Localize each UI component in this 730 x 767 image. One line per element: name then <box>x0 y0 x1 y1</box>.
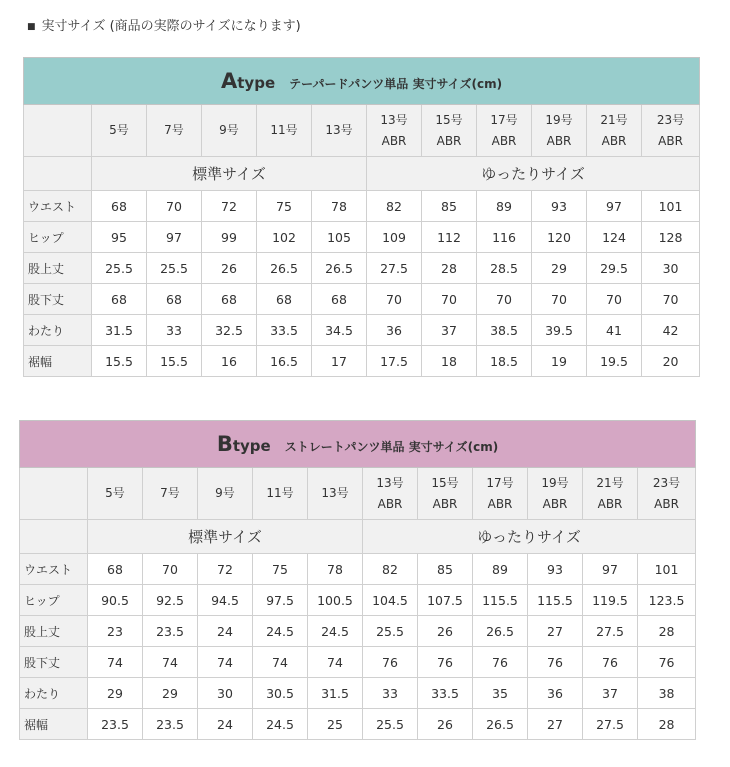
measurement-row <box>24 346 700 377</box>
size-header-cell: 23号 ABR <box>638 468 696 520</box>
measurement-value: 68 <box>257 284 312 315</box>
measurement-row <box>24 222 700 253</box>
measurement-value: 30.5 <box>253 678 308 709</box>
measurement-value: 16 <box>202 346 257 377</box>
measurement-value: 20 <box>642 346 700 377</box>
measurement-value: 70 <box>532 284 587 315</box>
measurement-label: わたり <box>20 678 88 709</box>
measurement-value: 33 <box>147 315 202 346</box>
table-a-subtitle: テーパードパンツ単品 実寸サイズ(cm) <box>289 77 503 91</box>
measurement-value: 68 <box>92 284 147 315</box>
measurement-value: 68 <box>147 284 202 315</box>
measurement-value: 26.5 <box>473 616 528 647</box>
measurement-value: 115.5 <box>528 585 583 616</box>
measurement-value: 85 <box>422 191 477 222</box>
measurement-value: 35 <box>473 678 528 709</box>
size-header-cell: 17号 ABR <box>473 468 528 520</box>
measurement-value: 28 <box>638 616 696 647</box>
measurement-value: 19 <box>532 346 587 377</box>
measurement-row <box>20 647 696 678</box>
measurement-value: 41 <box>587 315 642 346</box>
measurement-value: 28 <box>638 709 696 740</box>
measurement-value: 72 <box>202 191 257 222</box>
size-header-cell: 9号 <box>202 105 257 157</box>
measurement-value: 107.5 <box>418 585 473 616</box>
measurement-value: 95 <box>92 222 147 253</box>
measurement-value: 116 <box>477 222 532 253</box>
measurement-value: 74 <box>88 647 143 678</box>
measurement-row <box>24 253 700 284</box>
measurement-value: 112 <box>422 222 477 253</box>
measurement-value: 76 <box>638 647 696 678</box>
measurement-value: 29 <box>143 678 198 709</box>
measurement-value: 24.5 <box>253 616 308 647</box>
measurement-value: 68 <box>88 554 143 585</box>
measurement-value: 25.5 <box>147 253 202 284</box>
group-corner-cell <box>20 520 88 554</box>
size-header-cell: 5号 <box>92 105 147 157</box>
measurement-label: 股上丈 <box>20 616 88 647</box>
measurement-value: 74 <box>143 647 198 678</box>
measurement-value: 15.5 <box>147 346 202 377</box>
size-header-cell: 15号 ABR <box>422 105 477 157</box>
measurement-value: 17 <box>312 346 367 377</box>
measurement-value: 74 <box>308 647 363 678</box>
measurement-row <box>20 709 696 740</box>
measurement-value: 97.5 <box>253 585 308 616</box>
measurement-value: 93 <box>528 554 583 585</box>
measurement-value: 68 <box>202 284 257 315</box>
relaxed-size-group: ゆったりサイズ <box>363 520 696 554</box>
measurement-value: 78 <box>312 191 367 222</box>
size-header-cell: 21号 ABR <box>587 105 642 157</box>
measurement-label: 裾幅 <box>24 346 92 377</box>
measurement-value: 29 <box>88 678 143 709</box>
measurement-label: 裾幅 <box>20 709 88 740</box>
measurement-value: 24.5 <box>253 709 308 740</box>
table-a-type-word: type <box>237 74 276 92</box>
measurement-value: 70 <box>147 191 202 222</box>
header-corner-cell <box>20 468 88 520</box>
size-header-cell: 17号 ABR <box>477 105 532 157</box>
measurement-value: 75 <box>257 191 312 222</box>
measurement-value: 25.5 <box>363 709 418 740</box>
heading-bullet-icon: ■ <box>27 22 36 32</box>
table-b-letter: B <box>216 432 233 456</box>
relaxed-size-group: ゆったりサイズ <box>367 157 700 191</box>
measurement-value: 33 <box>363 678 418 709</box>
measurement-value: 33.5 <box>418 678 473 709</box>
measurement-row <box>20 616 696 647</box>
measurement-value: 37 <box>422 315 477 346</box>
measurement-value: 76 <box>363 647 418 678</box>
measurement-value: 18 <box>422 346 477 377</box>
group-corner-cell <box>24 157 92 191</box>
measurement-value: 28 <box>422 253 477 284</box>
measurement-label: ヒップ <box>20 585 88 616</box>
standard-size-group: 標準サイズ <box>88 520 363 554</box>
measurement-value: 28.5 <box>477 253 532 284</box>
measurement-value: 70 <box>477 284 532 315</box>
measurement-value: 25.5 <box>363 616 418 647</box>
measurement-value: 124 <box>587 222 642 253</box>
measurement-value: 36 <box>528 678 583 709</box>
page-heading <box>27 15 301 34</box>
measurement-value: 19.5 <box>587 346 642 377</box>
measurement-value: 24.5 <box>308 616 363 647</box>
measurement-value: 82 <box>363 554 418 585</box>
measurement-value: 27.5 <box>367 253 422 284</box>
measurement-value: 30 <box>198 678 253 709</box>
measurement-value: 90.5 <box>88 585 143 616</box>
measurement-value: 38.5 <box>477 315 532 346</box>
header-corner-cell <box>24 105 92 157</box>
measurement-row <box>24 191 700 222</box>
measurement-value: 89 <box>473 554 528 585</box>
size-header-cell: 21号 ABR <box>583 468 638 520</box>
measurement-value: 99 <box>202 222 257 253</box>
measurement-value: 15.5 <box>92 346 147 377</box>
measurement-value: 102 <box>257 222 312 253</box>
measurement-value: 24 <box>198 709 253 740</box>
measurement-value: 33.5 <box>257 315 312 346</box>
measurement-value: 70 <box>642 284 700 315</box>
group-row <box>24 157 700 191</box>
measurement-value: 68 <box>312 284 367 315</box>
measurement-value: 120 <box>532 222 587 253</box>
size-header-cell: 7号 <box>143 468 198 520</box>
measurement-value: 23 <box>88 616 143 647</box>
measurement-value: 123.5 <box>638 585 696 616</box>
measurement-value: 109 <box>367 222 422 253</box>
size-header-cell: 19号 ABR <box>532 105 587 157</box>
measurement-value: 68 <box>92 191 147 222</box>
measurement-value: 26 <box>418 616 473 647</box>
measurement-value: 115.5 <box>473 585 528 616</box>
measurement-value: 26.5 <box>312 253 367 284</box>
measurement-value: 76 <box>528 647 583 678</box>
measurement-value: 26.5 <box>473 709 528 740</box>
measurement-value: 29 <box>532 253 587 284</box>
measurement-value: 27 <box>528 709 583 740</box>
measurement-value: 23.5 <box>143 616 198 647</box>
page-heading-text: 実寸サイズ (商品の実際のサイズになります) <box>41 19 301 34</box>
measurement-value: 82 <box>367 191 422 222</box>
size-header-cell: 7号 <box>147 105 202 157</box>
measurement-value: 74 <box>253 647 308 678</box>
measurement-row <box>20 678 696 709</box>
measurement-value: 26 <box>202 253 257 284</box>
size-table-b <box>19 420 696 740</box>
measurement-value: 70 <box>587 284 642 315</box>
measurement-row <box>24 315 700 346</box>
measurement-value: 17.5 <box>367 346 422 377</box>
measurement-value: 27 <box>528 616 583 647</box>
measurement-value: 27.5 <box>583 616 638 647</box>
measurement-value: 23.5 <box>88 709 143 740</box>
measurement-value: 128 <box>642 222 700 253</box>
size-header-row <box>24 105 700 157</box>
measurement-value: 105 <box>312 222 367 253</box>
measurement-value: 31.5 <box>308 678 363 709</box>
measurement-value: 74 <box>198 647 253 678</box>
measurement-value: 93 <box>532 191 587 222</box>
size-header-cell: 13号 ABR <box>367 105 422 157</box>
table-b-title <box>20 421 696 468</box>
measurement-value: 24 <box>198 616 253 647</box>
measurement-value: 104.5 <box>363 585 418 616</box>
measurement-label: 股下丈 <box>20 647 88 678</box>
measurement-value: 97 <box>587 191 642 222</box>
measurement-value: 72 <box>198 554 253 585</box>
measurement-label: わたり <box>24 315 92 346</box>
measurement-value: 70 <box>367 284 422 315</box>
table-b-type-word: type <box>232 437 271 455</box>
measurement-value: 25.5 <box>92 253 147 284</box>
size-header-cell: 19号 ABR <box>528 468 583 520</box>
table-a-letter: A <box>221 69 238 93</box>
size-header-row <box>20 468 696 520</box>
measurement-row <box>20 554 696 585</box>
measurement-value: 97 <box>583 554 638 585</box>
size-header-cell: 15号 ABR <box>418 468 473 520</box>
size-header-cell: 13号 <box>312 105 367 157</box>
group-row <box>20 520 696 554</box>
measurement-label: ウエスト <box>24 191 92 222</box>
measurement-value: 101 <box>642 191 700 222</box>
measurement-value: 31.5 <box>92 315 147 346</box>
measurement-value: 16.5 <box>257 346 312 377</box>
measurement-value: 89 <box>477 191 532 222</box>
standard-size-group: 標準サイズ <box>92 157 367 191</box>
measurement-value: 85 <box>418 554 473 585</box>
measurement-value: 25 <box>308 709 363 740</box>
measurement-value: 70 <box>422 284 477 315</box>
measurement-value: 26 <box>418 709 473 740</box>
measurement-value: 39.5 <box>532 315 587 346</box>
measurement-value: 92.5 <box>143 585 198 616</box>
size-header-cell: 11号 <box>257 105 312 157</box>
measurement-value: 76 <box>418 647 473 678</box>
measurement-value: 42 <box>642 315 700 346</box>
measurement-value: 27.5 <box>583 709 638 740</box>
measurement-value: 26.5 <box>257 253 312 284</box>
size-table-a <box>23 57 700 377</box>
measurement-value: 76 <box>473 647 528 678</box>
measurement-value: 18.5 <box>477 346 532 377</box>
size-header-cell: 13号 ABR <box>363 468 418 520</box>
measurement-label: 股下丈 <box>24 284 92 315</box>
measurement-value: 34.5 <box>312 315 367 346</box>
measurement-label: ヒップ <box>24 222 92 253</box>
measurement-label: 股上丈 <box>24 253 92 284</box>
measurement-row <box>24 284 700 315</box>
size-header-cell: 11号 <box>253 468 308 520</box>
size-header-cell: 9号 <box>198 468 253 520</box>
measurement-value: 37 <box>583 678 638 709</box>
measurement-value: 23.5 <box>143 709 198 740</box>
measurement-value: 36 <box>367 315 422 346</box>
measurement-value: 78 <box>308 554 363 585</box>
measurement-label: ウエスト <box>20 554 88 585</box>
measurement-value: 97 <box>147 222 202 253</box>
measurement-value: 76 <box>583 647 638 678</box>
measurement-value: 119.5 <box>583 585 638 616</box>
size-header-cell: 23号 ABR <box>642 105 700 157</box>
measurement-value: 75 <box>253 554 308 585</box>
size-header-cell: 13号 <box>308 468 363 520</box>
measurement-value: 30 <box>642 253 700 284</box>
table-b-subtitle: ストレートパンツ単品 実寸サイズ(cm) <box>284 440 499 454</box>
measurement-value: 38 <box>638 678 696 709</box>
size-header-cell: 5号 <box>88 468 143 520</box>
measurement-value: 100.5 <box>308 585 363 616</box>
measurement-value: 70 <box>143 554 198 585</box>
measurement-value: 101 <box>638 554 696 585</box>
measurement-row <box>20 585 696 616</box>
measurement-value: 29.5 <box>587 253 642 284</box>
table-a-title <box>24 58 700 105</box>
measurement-value: 94.5 <box>198 585 253 616</box>
measurement-value: 32.5 <box>202 315 257 346</box>
